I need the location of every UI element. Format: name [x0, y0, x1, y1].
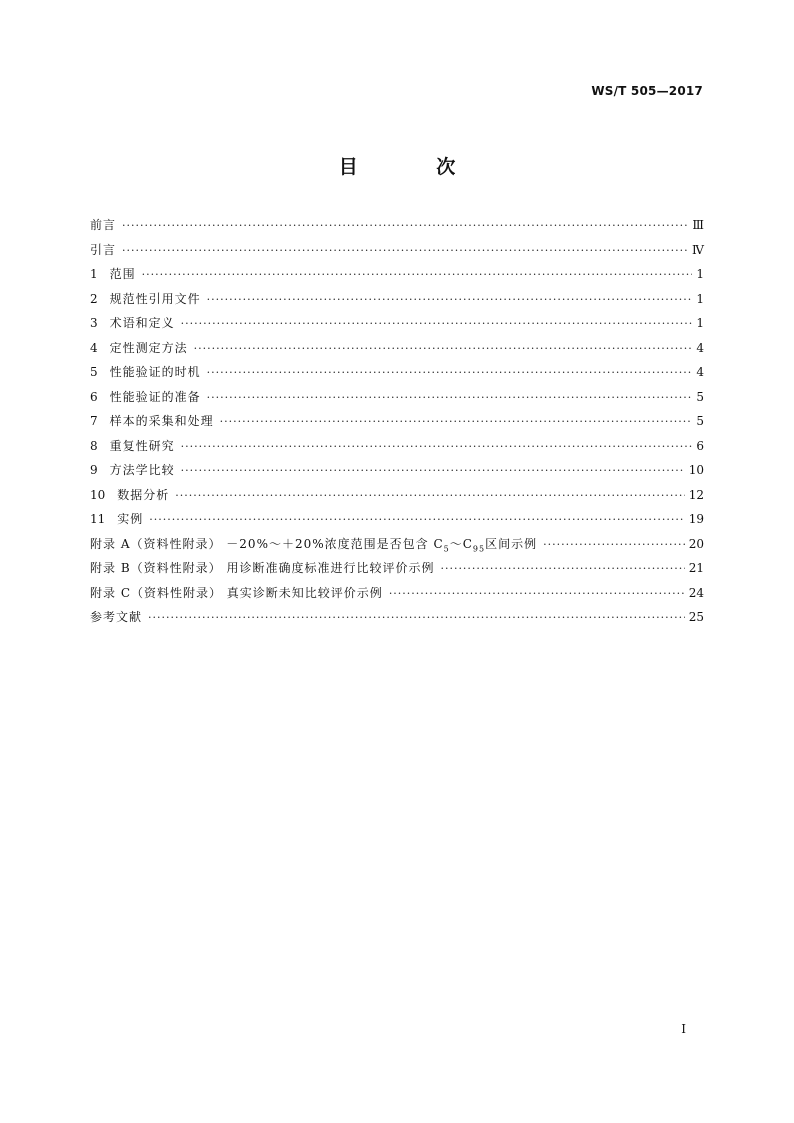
toc-label: 前言	[90, 218, 117, 232]
toc-entry-foreword[interactable]	[90, 216, 704, 241]
toc-leader-dots	[148, 611, 685, 624]
toc-label	[90, 535, 537, 553]
toc-page-number: 12	[688, 487, 704, 502]
toc-label: 术语和定义	[109, 316, 175, 330]
standard-code: WS/T 505—2017	[591, 84, 703, 98]
toc-section-number: 8	[90, 438, 98, 453]
toc-entry-3[interactable]	[90, 314, 704, 339]
toc-section-number: 5	[90, 365, 98, 379]
toc-section-number: 6	[90, 389, 98, 404]
toc-page-number: 1	[696, 291, 704, 306]
toc-label: 样本的采集和处理	[109, 414, 214, 428]
toc-entry-9[interactable]	[90, 461, 704, 486]
toc-label: 参考文献	[90, 610, 143, 624]
toc-section-number: 7	[90, 414, 98, 428]
page-number: I	[681, 1022, 686, 1036]
toc-label-mid: ～C	[449, 536, 473, 551]
toc-label: 数据分析	[117, 487, 170, 502]
toc-entry-6[interactable]	[90, 388, 704, 413]
toc-page-number: 1	[696, 267, 704, 281]
toc-page-number: 21	[688, 561, 704, 575]
toc-page-number: 24	[688, 585, 704, 600]
toc-leader-dots	[142, 268, 693, 281]
toc-section-number: 2	[90, 291, 98, 306]
toc-entry-11[interactable]	[90, 510, 704, 535]
toc-leader-dots	[122, 244, 688, 257]
toc-page-number: 20	[688, 536, 704, 551]
toc-page-number: Ⅳ	[692, 242, 704, 257]
toc-entry-1[interactable]	[90, 265, 704, 290]
toc-entry-7[interactable]	[90, 412, 704, 437]
toc-page-number: 4	[696, 340, 704, 355]
toc-label: 性能验证的时机	[109, 365, 201, 379]
toc-section-number: 11	[90, 512, 106, 526]
toc-page-number: 25	[688, 610, 704, 624]
toc-section-number: 3	[90, 316, 98, 330]
toc-label: 方法学比较	[109, 463, 175, 477]
toc-page-number: 1	[696, 316, 704, 330]
toc-page-number: Ⅲ	[692, 218, 704, 232]
toc-entry-appendix-b[interactable]	[90, 559, 704, 584]
toc-page-number: 5	[696, 389, 704, 404]
toc-leader-dots	[175, 489, 684, 502]
toc-leader-dots	[149, 513, 684, 526]
toc-label: 重复性研究	[109, 438, 175, 453]
toc-entry-appendix-c[interactable]	[90, 584, 704, 609]
toc-label-prefix: 附录 A（资料性附录） －20%～＋20%浓度范围是否包含 C	[90, 536, 444, 551]
toc-leader-dots	[207, 293, 693, 306]
toc-section-number: 1	[90, 267, 98, 281]
subscript: 95	[472, 543, 486, 553]
toc-leader-dots	[220, 415, 693, 428]
toc-label: 附录 B（资料性附录） 用诊断准确度标准进行比较评价示例	[90, 561, 435, 575]
toc-label: 规范性引用文件	[109, 291, 201, 306]
toc-label: 附录 C（资料性附录） 真实诊断未知比较评价示例	[90, 585, 383, 600]
toc-leader-dots	[181, 464, 685, 477]
toc-page-number: 4	[696, 365, 704, 379]
toc-page-number: 19	[688, 512, 704, 526]
toc-entry-5[interactable]	[90, 363, 704, 388]
toc-leader-dots	[181, 317, 693, 330]
toc-leader-dots	[194, 342, 693, 355]
toc-leader-dots	[181, 440, 693, 453]
toc-section-number: 4	[90, 340, 98, 355]
toc-entry-4[interactable]	[90, 339, 704, 364]
toc-leader-dots	[440, 562, 684, 575]
table-of-contents	[90, 216, 704, 633]
toc-leader-dots	[207, 391, 693, 404]
toc-label-suffix: 区间示例	[485, 536, 538, 551]
toc-page-number: 6	[696, 438, 704, 453]
toc-label: 引言	[90, 242, 117, 257]
toc-section-number: 10	[90, 487, 106, 502]
toc-entry-10[interactable]	[90, 486, 704, 511]
toc-leader-dots	[543, 538, 685, 551]
toc-entry-appendix-a[interactable]	[90, 535, 704, 560]
toc-entry-introduction[interactable]	[90, 241, 704, 266]
toc-entry-8[interactable]	[90, 437, 704, 462]
toc-section-number: 9	[90, 463, 98, 477]
toc-page-number: 5	[696, 414, 704, 428]
toc-page-number: 10	[688, 463, 704, 477]
toc-entry-2[interactable]	[90, 290, 704, 315]
toc-label: 范围	[109, 267, 136, 281]
toc-leader-dots	[207, 366, 693, 379]
toc-label: 定性测定方法	[109, 340, 188, 355]
subscript: 5	[443, 543, 450, 553]
toc-entry-references[interactable]	[90, 608, 704, 633]
page-title: 目 次	[338, 156, 492, 178]
toc-leader-dots	[389, 587, 685, 600]
toc-leader-dots	[122, 219, 688, 232]
toc-label: 实例	[117, 512, 144, 526]
toc-label: 性能验证的准备	[109, 389, 201, 404]
